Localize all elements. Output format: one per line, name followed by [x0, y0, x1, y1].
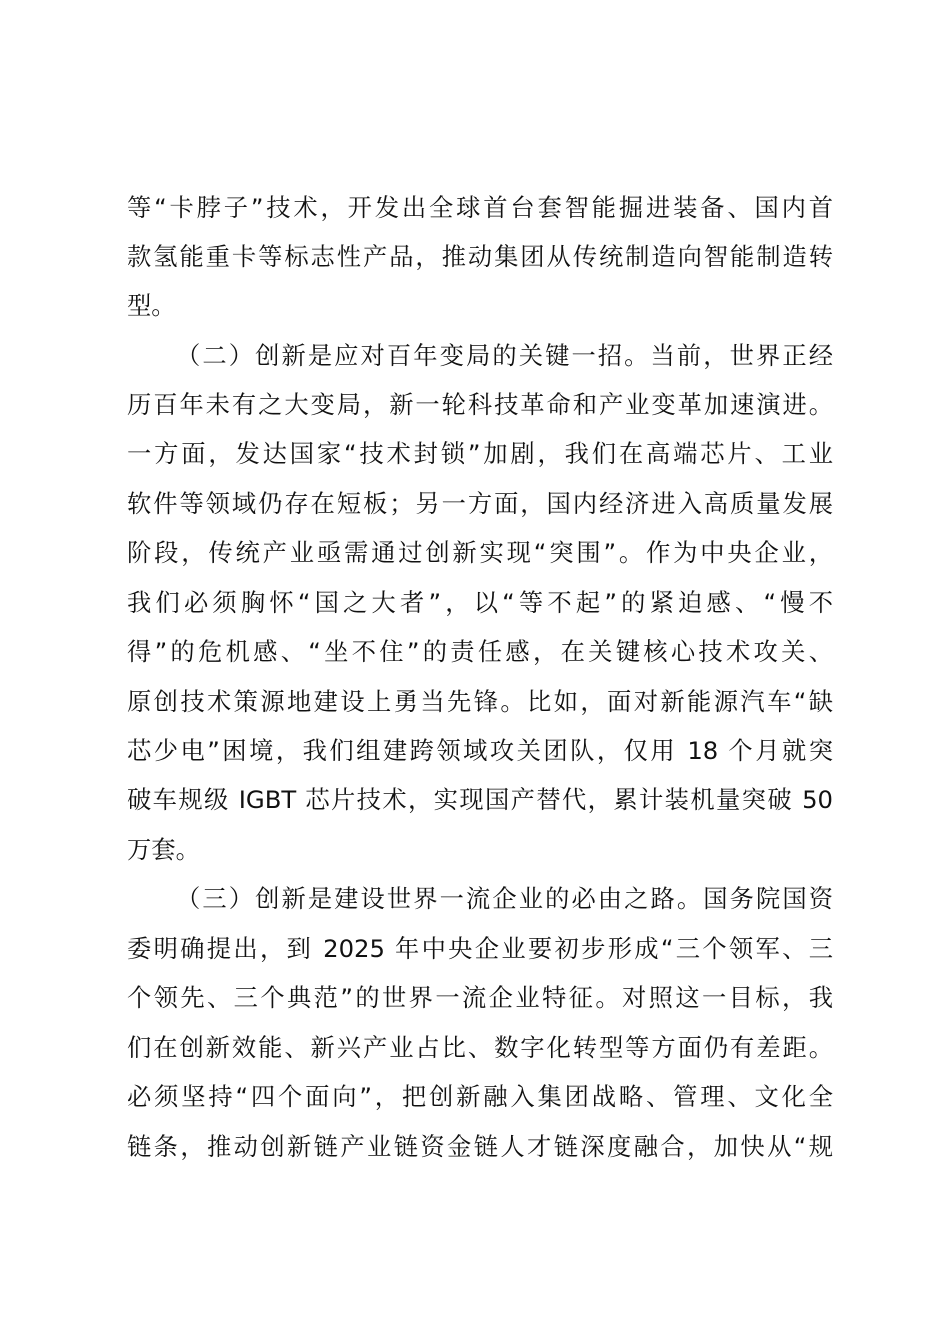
- text-line: 历百年未有之大变局，新一轮科技革命和产业变革加速演进。: [127, 390, 833, 419]
- text-line: 得”的危机感、“坐不住”的责任感，在关键核心技术攻关、: [127, 637, 833, 666]
- text-line: 一方面，发达国家“技术封锁”加剧，我们在高端芯片、工业: [127, 439, 833, 468]
- text-line: 软件等领域仍存在短板；另一方面，国内经济进入高质量发展: [127, 489, 833, 518]
- text-line: 芯少电”困境，我们组建跨领域攻关团队，仅用 18 个月就突: [127, 736, 833, 765]
- text-line: 款氢能重卡等标志性产品，推动集团从传统制造向智能制造转: [127, 242, 833, 271]
- text-line: 万套。: [127, 835, 200, 864]
- text-line: 型。: [127, 291, 176, 320]
- text-line: 阶段，传统产业亟需通过创新实现“突围”。作为中央企业，: [127, 538, 833, 567]
- text-line: 个领先、三个典范”的世界一流企业特征。对照这一目标，我: [127, 983, 833, 1012]
- text-line: 等“卡脖子”技术，开发出全球首台套智能掘进装备、国内首: [127, 193, 833, 222]
- text-line: 必须坚持“四个面向”，把创新融入集团战略、管理、文化全: [127, 1082, 833, 1111]
- paragraph-heading-line: （二）创新是应对百年变局的关键一招。当前，世界正经: [176, 341, 833, 370]
- text-line: 原创技术策源地建设上勇当先锋。比如，面对新能源汽车“缺: [127, 687, 833, 716]
- text-line: 们在创新效能、新兴产业占比、数字化转型等方面仍有差距。: [127, 1033, 833, 1062]
- text-line: 委明确提出，到 2025 年中央企业要初步形成“三个领军、三: [127, 934, 833, 963]
- text-line: 我们必须胸怀“国之大者”，以“等不起”的紧迫感、“慢不: [127, 588, 833, 617]
- paragraph-heading-line: （三）创新是建设世界一流企业的必由之路。国务院国资: [176, 884, 833, 913]
- text-line: 链条，推动创新链产业链资金链人才链深度融合，加快从“规: [127, 1132, 833, 1161]
- text-line: 破车规级 IGBT 芯片技术，实现国产替代，累计装机量突破 50: [127, 785, 833, 814]
